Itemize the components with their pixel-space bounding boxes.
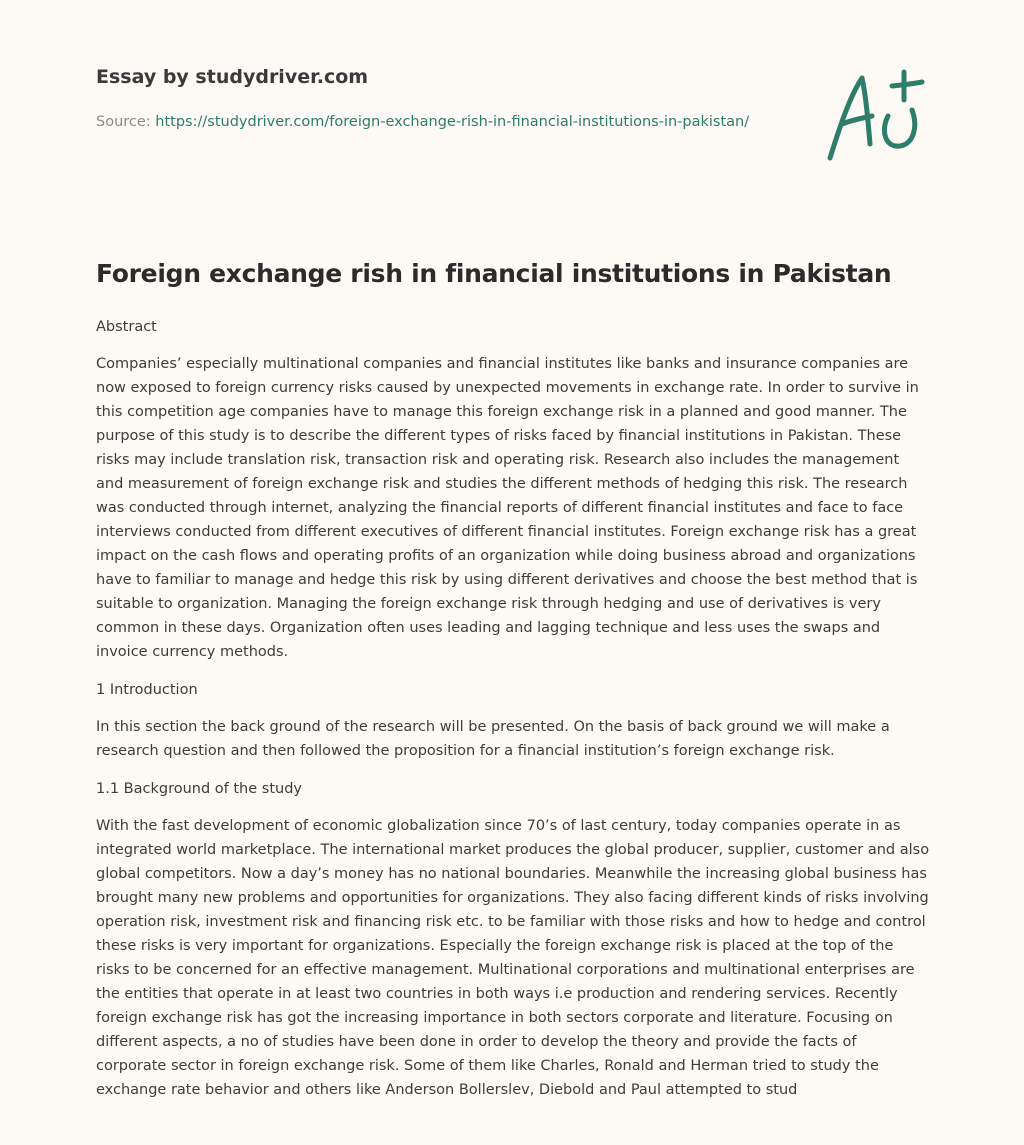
introduction-heading: 1 Introduction	[96, 682, 198, 698]
background-heading: 1.1 Background of the study	[96, 781, 302, 797]
site-brand: Essay by studydriver.com	[96, 66, 369, 88]
a-plus-logo	[820, 66, 930, 166]
abstract-paragraph: Companies’ especially multinational companies and financial institutes like banks and insurance companies are now exposed to foreign currency risks caused by unexpected movements in exchange rate. In order to survive in this competition age companies have to manage this foreign exchange risk in a planned and good manner. The purpose of this study is to describe the different types of risks faced by financial institutions in Pakistan. These risks may include translation risk, transaction risk and operating risk. Research also includes the management and measurement of foreign exchange risk and studies the different methods of hedging this risk. The research was conducted through internet, analyzing the financial reports of different financial institutes and face to face interviews conducted from different executives of different financial institutes. Foreign exchange risk has a great impact on the cash flows and operating profits of an organization while doing business abroad and organizations have to familiar to manage and hedge this risk by using different derivatives and choose the best method that is suitable to organization. Managing the foreign exchange risk through hedging and use of derivatives is very common in these days. Organization often uses leading and lagging technique and less uses the swaps and invoice currency methods.	[96, 356, 919, 660]
document-header	[96, 62, 756, 134]
source-link[interactable]: https://studydriver.com/foreign-exchange-rish-in-financial-institutions-in-pakistan/	[155, 114, 750, 130]
essay-article	[96, 254, 930, 1102]
a-plus-icon	[820, 66, 930, 166]
essay-title: Foreign exchange rish in financial institutions in Pakistan	[96, 259, 892, 288]
source-label: Source:	[96, 114, 151, 130]
introduction-paragraph: In this section the back ground of the research will be presented. On the basis of back ground we will make a research question and then followed the proposition for a financial institution’s foreign exchange risk.	[96, 719, 890, 759]
background-paragraph: With the fast development of economic globalization since 70’s of last century, today companies operate in as integrated world marketplace. The international market produces the global producer, supplier, customer and also global competitors. Now a day’s money has no national boundaries. Meanwhile the increasing global business has brought many new problems and opportunities for organizations. They also facing different kinds of risks involving operation risk, investment risk and financing risk etc. to be familiar with those risks and how to hedge and control these risks is very important for organizations. Especially the foreign exchange risk is placed at the top of the risks to be concerned for an effective management. Multinational corporations and multinational enterprises are the entities that operate in at least two countries in both ways i.e production and rendering services. Recently foreign exchange risk has got the increasing importance in both sectors corporate and literature. Focusing on different aspects, a no of studies have been done in order to develop the theory and provide the facts of corporate sector in foreign exchange risk. Some of them like Charles, Ronald and Herman tried to study the exchange rate behavior and others like Anderson Bollerslev, Diebold and Paul attempted to stud	[96, 818, 930, 1098]
source-line	[96, 110, 756, 134]
abstract-heading: Abstract	[96, 319, 157, 335]
